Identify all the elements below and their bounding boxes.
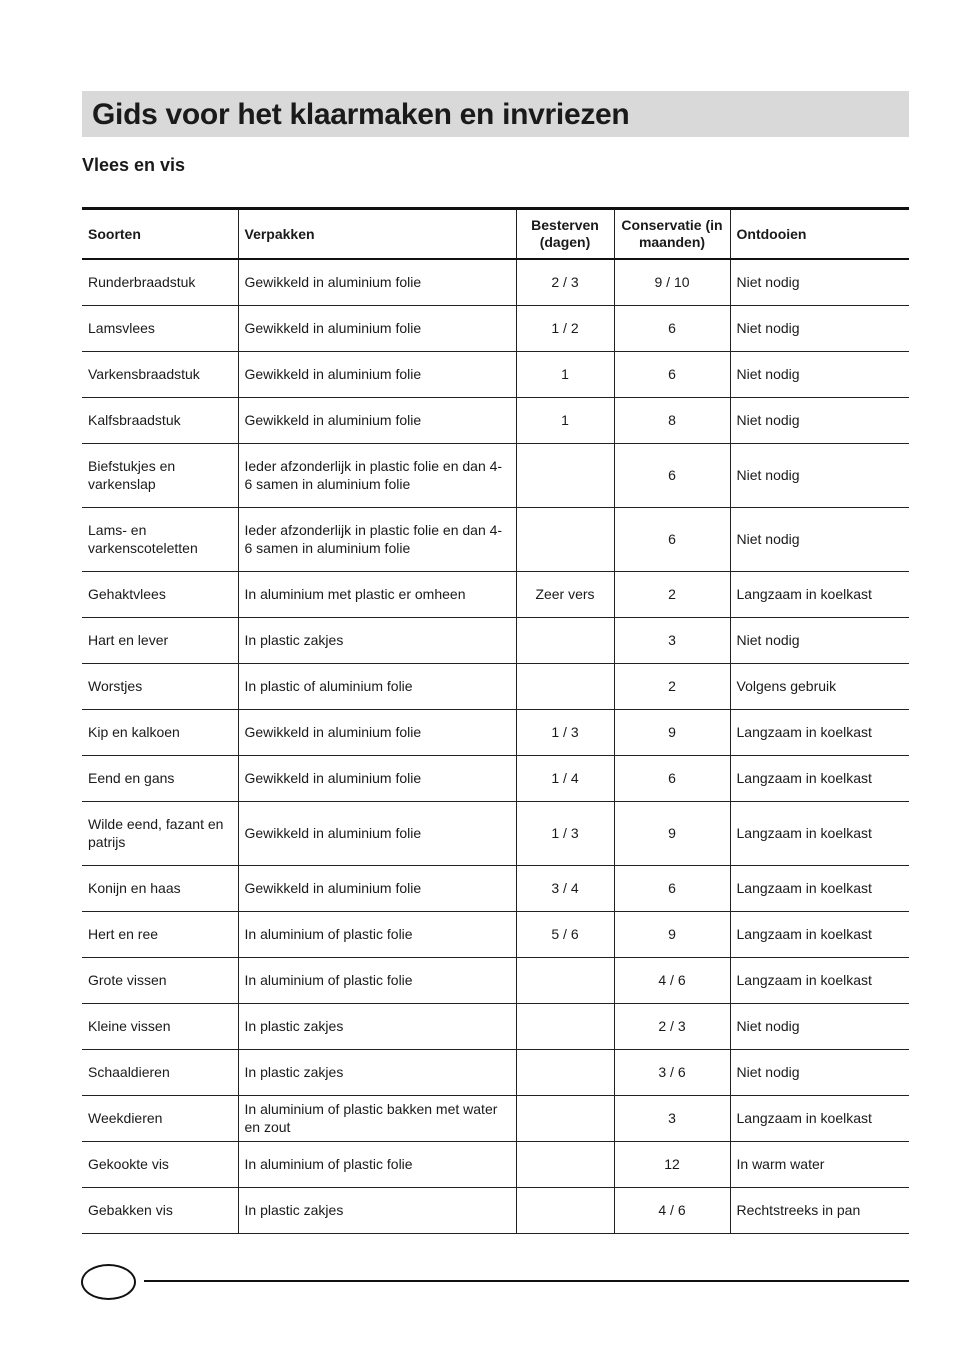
cell-soort: Weekdieren bbox=[88, 1110, 163, 1126]
table-row bbox=[82, 305, 909, 351]
cell-soort: Lamsvlees bbox=[88, 320, 155, 336]
cell-verpakken: In plastic of aluminium folie bbox=[238, 663, 516, 709]
cell-besterven: 1 / 3 bbox=[516, 801, 614, 865]
cell-soort: Eend en gans bbox=[88, 770, 175, 786]
table-row bbox=[82, 1003, 909, 1049]
cell-besterven: Zeer vers bbox=[516, 571, 614, 617]
cell-soort: Hart en lever bbox=[88, 632, 169, 648]
cell-besterven bbox=[516, 1141, 614, 1187]
title-bar bbox=[82, 91, 909, 137]
cell-soort: Wilde eend, fazant en patrijs bbox=[88, 816, 224, 850]
cell-soort: Hert en ree bbox=[88, 926, 159, 942]
cell-ontdooien: Niet nodig bbox=[730, 507, 909, 571]
table-row bbox=[82, 507, 909, 571]
cell-ontdooien: Volgens gebruik bbox=[730, 663, 909, 709]
cell-ontdooien: Langzaam in koelkast bbox=[730, 755, 909, 801]
cell-besterven bbox=[516, 1003, 614, 1049]
cell-soort: Gekookte vis bbox=[88, 1156, 169, 1172]
cell-verpakken: Gewikkeld in aluminium folie bbox=[238, 259, 516, 305]
cell-conservatie: 3 bbox=[614, 617, 730, 663]
cell-soort: Kalfsbraadstuk bbox=[88, 412, 181, 428]
cell-besterven: 3 / 4 bbox=[516, 865, 614, 911]
cell-verpakken: In plastic zakjes bbox=[238, 1049, 516, 1095]
cell-soort: Lams- en varkenscoteletten bbox=[88, 522, 198, 556]
cell-soort: Grote vissen bbox=[88, 972, 167, 988]
cell-verpakken: Ieder afzonderlijk in plastic folie en dan 4-6 samen in aluminium folie bbox=[238, 443, 516, 507]
table-body bbox=[82, 259, 909, 1233]
cell-soort: Varkensbraadstuk bbox=[88, 366, 200, 382]
cell-conservatie: 9 bbox=[614, 911, 730, 957]
cell-ontdooien: Niet nodig bbox=[730, 397, 909, 443]
cell-besterven: 1 / 2 bbox=[516, 305, 614, 351]
table-row bbox=[82, 957, 909, 1003]
cell-ontdooien: Niet nodig bbox=[730, 1003, 909, 1049]
freezing-guide-table bbox=[82, 207, 909, 1234]
cell-ontdooien: Langzaam in koelkast bbox=[730, 801, 909, 865]
cell-conservatie: 6 bbox=[614, 755, 730, 801]
cell-soort: Schaaldieren bbox=[88, 1064, 170, 1080]
cell-soort: Konijn en haas bbox=[88, 880, 181, 896]
table-row bbox=[82, 571, 909, 617]
cell-conservatie: 6 bbox=[614, 305, 730, 351]
cell-conservatie: 4 / 6 bbox=[614, 957, 730, 1003]
cell-ontdooien: Niet nodig bbox=[730, 1049, 909, 1095]
cell-soort: Worstjes bbox=[88, 678, 143, 694]
table-row bbox=[82, 351, 909, 397]
cell-ontdooien: Langzaam in koelkast bbox=[730, 911, 909, 957]
cell-conservatie: 3 bbox=[614, 1095, 730, 1141]
cell-besterven bbox=[516, 957, 614, 1003]
cell-ontdooien: Langzaam in koelkast bbox=[730, 865, 909, 911]
table-row bbox=[82, 617, 909, 663]
cell-besterven bbox=[516, 617, 614, 663]
cell-verpakken: In plastic zakjes bbox=[238, 1187, 516, 1233]
header-soorten: Soorten bbox=[88, 225, 141, 242]
cell-besterven: 2 / 3 bbox=[516, 259, 614, 305]
cell-ontdooien: In warm water bbox=[730, 1141, 909, 1187]
cell-verpakken: Ieder afzonderlijk in plastic folie en dan 4-6 samen in aluminium folie bbox=[238, 507, 516, 571]
cell-besterven: 1 bbox=[516, 351, 614, 397]
cell-soort: Kip en kalkoen bbox=[88, 724, 180, 740]
table-row bbox=[82, 1141, 909, 1187]
cell-ontdooien: Niet nodig bbox=[730, 259, 909, 305]
table-row bbox=[82, 865, 909, 911]
cell-verpakken: In aluminium of plastic bakken met water en zout bbox=[238, 1095, 516, 1141]
cell-soort: Kleine vissen bbox=[88, 1018, 171, 1034]
cell-verpakken: In aluminium of plastic folie bbox=[238, 911, 516, 957]
cell-conservatie: 2 / 3 bbox=[614, 1003, 730, 1049]
table-row bbox=[82, 1187, 909, 1233]
table-row bbox=[82, 911, 909, 957]
cell-besterven: 5 / 6 bbox=[516, 911, 614, 957]
cell-ontdooien: Langzaam in koelkast bbox=[730, 571, 909, 617]
cell-conservatie: 6 bbox=[614, 507, 730, 571]
cell-ontdooien: Langzaam in koelkast bbox=[730, 709, 909, 755]
table-header bbox=[82, 209, 909, 260]
cell-besterven: 1 / 3 bbox=[516, 709, 614, 755]
cell-besterven bbox=[516, 1187, 614, 1233]
cell-ontdooien: Niet nodig bbox=[730, 617, 909, 663]
cell-besterven bbox=[516, 663, 614, 709]
header-verpakken: Verpakken bbox=[238, 209, 516, 260]
cell-soort: Gehaktvlees bbox=[88, 586, 166, 602]
cell-conservatie: 9 bbox=[614, 801, 730, 865]
table-row bbox=[82, 259, 909, 305]
cell-verpakken: Gewikkeld in aluminium folie bbox=[238, 801, 516, 865]
cell-conservatie: 9 bbox=[614, 709, 730, 755]
table-row bbox=[82, 397, 909, 443]
cell-ontdooien: Langzaam in koelkast bbox=[730, 1095, 909, 1141]
table-row bbox=[82, 755, 909, 801]
cell-verpakken: In plastic zakjes bbox=[238, 617, 516, 663]
page-number-oval bbox=[81, 1264, 136, 1300]
cell-conservatie: 4 / 6 bbox=[614, 1187, 730, 1233]
table-row bbox=[82, 801, 909, 865]
cell-ontdooien: Niet nodig bbox=[730, 305, 909, 351]
cell-conservatie: 2 bbox=[614, 571, 730, 617]
cell-conservatie: 8 bbox=[614, 397, 730, 443]
cell-verpakken: Gewikkeld in aluminium folie bbox=[238, 709, 516, 755]
table-row bbox=[82, 1095, 909, 1141]
table-row bbox=[82, 1049, 909, 1095]
cell-soort: Runderbraadstuk bbox=[88, 274, 196, 291]
table-row bbox=[82, 663, 909, 709]
header-conservatie: Conservatie (in maanden) bbox=[614, 209, 730, 260]
header-row bbox=[82, 209, 909, 260]
cell-conservatie: 2 bbox=[614, 663, 730, 709]
cell-ontdooien: Langzaam in koelkast bbox=[730, 957, 909, 1003]
cell-verpakken: Gewikkeld in aluminium folie bbox=[238, 755, 516, 801]
cell-ontdooien: Niet nodig bbox=[730, 443, 909, 507]
cell-verpakken: Gewikkeld in aluminium folie bbox=[238, 865, 516, 911]
cell-conservatie: 3 / 6 bbox=[614, 1049, 730, 1095]
cell-besterven: 1 / 4 bbox=[516, 755, 614, 801]
cell-conservatie: 6 bbox=[614, 443, 730, 507]
cell-verpakken: Gewikkeld in aluminium folie bbox=[238, 397, 516, 443]
cell-soort: Gebakken vis bbox=[88, 1202, 173, 1218]
footer-rule bbox=[144, 1280, 909, 1282]
cell-besterven bbox=[516, 443, 614, 507]
cell-verpakken: In aluminium met plastic er omheen bbox=[238, 571, 516, 617]
cell-conservatie: 12 bbox=[614, 1141, 730, 1187]
cell-ontdooien: Rechtstreeks in pan bbox=[730, 1187, 909, 1233]
header-besterven: Besterven (dagen) bbox=[516, 209, 614, 260]
cell-ontdooien: Niet nodig bbox=[730, 351, 909, 397]
cell-besterven: 1 bbox=[516, 397, 614, 443]
cell-besterven bbox=[516, 507, 614, 571]
cell-verpakken: In aluminium of plastic folie bbox=[238, 957, 516, 1003]
cell-conservatie: 6 bbox=[614, 351, 730, 397]
cell-verpakken: In plastic zakjes bbox=[238, 1003, 516, 1049]
table-row bbox=[82, 709, 909, 755]
table-row bbox=[82, 443, 909, 507]
cell-besterven bbox=[516, 1049, 614, 1095]
cell-conservatie: 6 bbox=[614, 865, 730, 911]
section-subtitle: Vlees en vis bbox=[82, 155, 186, 175]
cell-verpakken: Gewikkeld in aluminium folie bbox=[238, 351, 516, 397]
cell-verpakken: In aluminium of plastic folie bbox=[238, 1141, 516, 1187]
cell-soort: Biefstukjes en varkenslap bbox=[88, 458, 176, 492]
cell-besterven bbox=[516, 1095, 614, 1141]
page-title: Gids voor het klaarmaken en invriezen bbox=[92, 98, 630, 131]
cell-conservatie: 9 / 10 bbox=[614, 259, 730, 305]
cell-verpakken: Gewikkeld in aluminium folie bbox=[238, 305, 516, 351]
header-ontdooien: Ontdooien bbox=[730, 209, 909, 260]
